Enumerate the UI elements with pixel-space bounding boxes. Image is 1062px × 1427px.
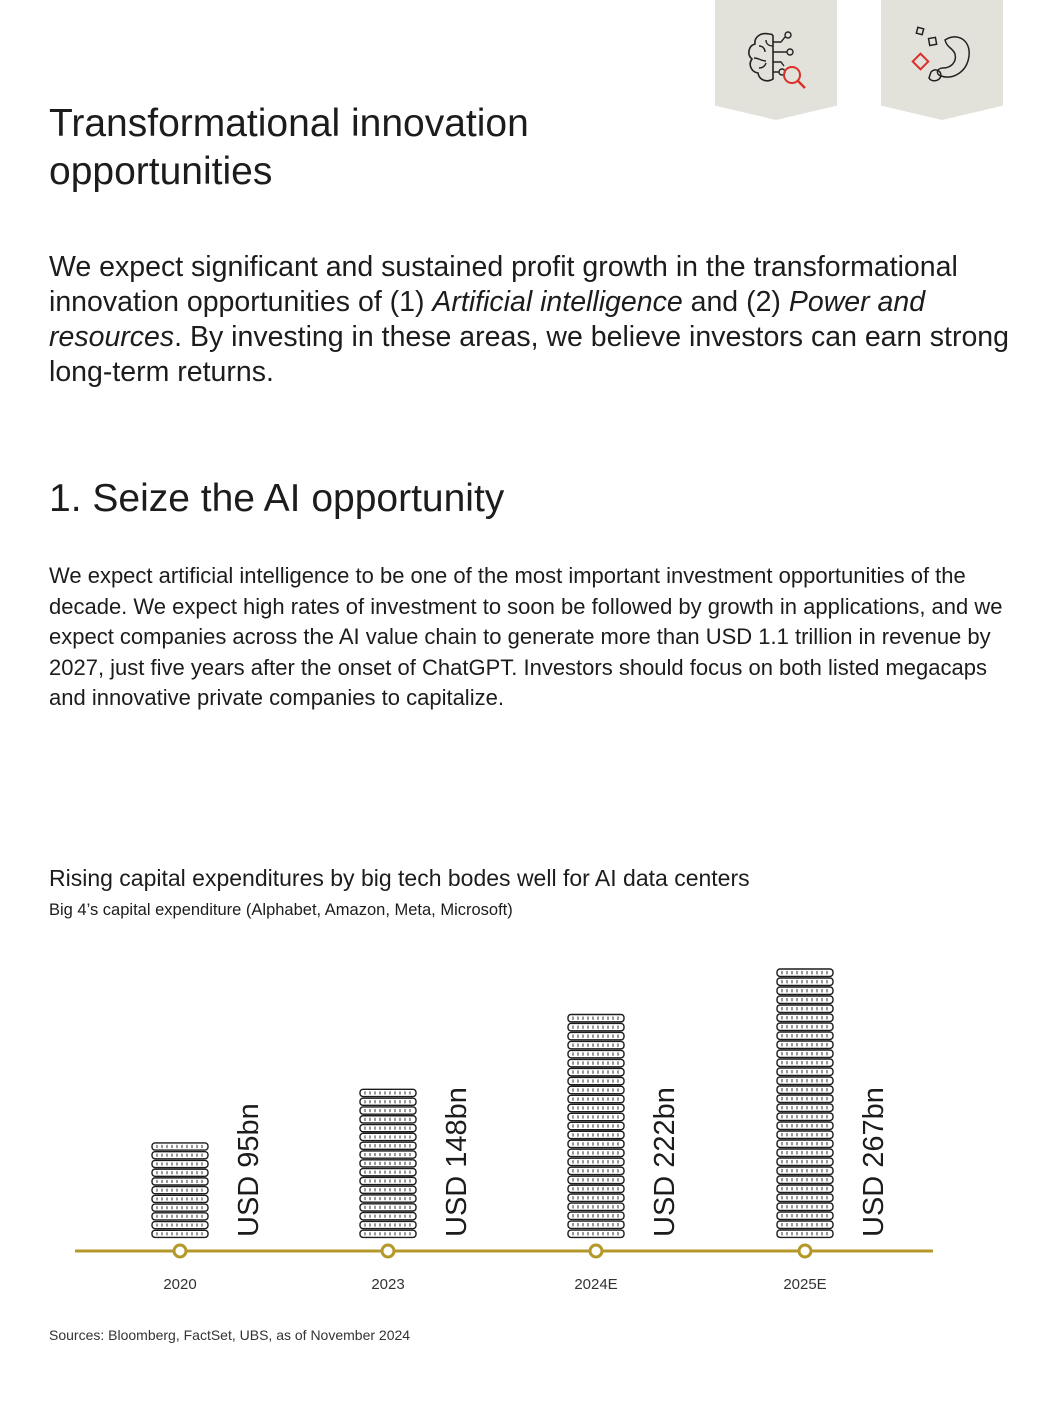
value-label: USD 222bn: [649, 1087, 681, 1237]
server-unit: [360, 1089, 416, 1096]
server-unit: [777, 1167, 833, 1174]
lead-paragraph: [49, 250, 1024, 390]
server-unit: [360, 1204, 416, 1211]
server-unit: [568, 1068, 624, 1075]
server-unit: [568, 1203, 624, 1210]
server-unit: [777, 1068, 833, 1075]
server-unit: [152, 1160, 208, 1167]
server-unit: [152, 1230, 208, 1237]
server-unit: [777, 1140, 833, 1147]
server-unit: [777, 1149, 833, 1156]
server-unit: [777, 1086, 833, 1093]
page-heading: Transformational innovation opportunities: [49, 102, 529, 193]
lead-text-2: and (2): [682, 286, 789, 318]
server-unit: [777, 987, 833, 994]
bar-2023: [360, 1089, 416, 1237]
server-unit: [152, 1204, 208, 1211]
server-unit: [568, 1167, 624, 1174]
server-unit: [568, 1050, 624, 1057]
server-unit: [360, 1177, 416, 1184]
server-unit: [360, 1142, 416, 1149]
server-unit: [568, 1212, 624, 1219]
lead-text-3: . By investing in these areas, we believe investors can earn strong long-term returns.: [49, 321, 1010, 388]
server-unit: [777, 1230, 833, 1237]
axis-marker: [382, 1245, 394, 1257]
lead-emphasis-ai: Artificial intelligence: [432, 286, 683, 318]
server-unit: [777, 1050, 833, 1057]
lead-text-1: We expect significant and sustained profit growth in the transformational innovation opportunities of (1): [49, 251, 958, 318]
server-unit: [568, 1086, 624, 1093]
bar-2025E: [777, 969, 833, 1237]
server-unit: [568, 1077, 624, 1084]
server-unit: [568, 1113, 624, 1120]
power-resources-icon: [905, 22, 979, 96]
value-label: USD 148bn: [441, 1087, 473, 1237]
server-unit: [568, 1023, 624, 1030]
server-unit: [568, 1221, 624, 1228]
bar-2024E: [568, 1015, 624, 1238]
server-unit: [777, 1077, 833, 1084]
server-unit: [152, 1178, 208, 1185]
server-unit: [777, 1041, 833, 1048]
power-resources-tab: [881, 0, 1003, 120]
server-unit: [152, 1187, 208, 1194]
server-unit: [360, 1213, 416, 1220]
server-unit: [360, 1151, 416, 1158]
x-tick-label: 2025E: [783, 1276, 827, 1293]
server-unit: [777, 1185, 833, 1192]
lead-emphasis-power: Power and resources: [49, 286, 926, 353]
server-unit: [777, 1221, 833, 1228]
server-unit: [568, 1059, 624, 1066]
server-unit: [568, 1095, 624, 1102]
server-unit: [777, 1005, 833, 1012]
server-unit: [777, 969, 833, 976]
server-unit: [360, 1125, 416, 1132]
server-unit: [568, 1032, 624, 1039]
server-unit: [568, 1140, 624, 1147]
server-unit: [777, 1032, 833, 1039]
server-unit: [152, 1143, 208, 1150]
section-body: We expect artificial intelligence to be one of the most important investment opportunities of the decade. We expect high rates of investment to soon be followed by growth in applications, and we expect companies across the AI value chain to generate more than USD 1.1 trillion in revenue by 2027, just five years after the onset of ChatGPT. Investors should focus on both listed megacaps and innovative private companies to capitalize.: [49, 563, 1003, 710]
server-unit: [568, 1149, 624, 1156]
server-unit: [568, 1230, 624, 1237]
server-unit: [568, 1041, 624, 1048]
server-unit: [568, 1158, 624, 1165]
x-tick-label: 2020: [163, 1276, 197, 1293]
server-unit: [568, 1131, 624, 1138]
server-unit: [777, 1113, 833, 1120]
server-unit: [777, 1194, 833, 1201]
server-unit: [777, 1014, 833, 1021]
server-unit: [777, 978, 833, 985]
server-unit: [568, 1015, 624, 1022]
axis-marker: [174, 1245, 186, 1257]
server-unit: [777, 996, 833, 1003]
ai-theme-tab: [715, 0, 837, 120]
server-unit: [777, 1131, 833, 1138]
axis-marker: [799, 1245, 811, 1257]
server-unit: [777, 1203, 833, 1210]
server-unit: [568, 1185, 624, 1192]
server-unit: [152, 1213, 208, 1220]
server-unit: [360, 1221, 416, 1228]
server-unit: [360, 1133, 416, 1140]
source-note: Sources: Bloomberg, FactSet, UBS, as of November 2024: [49, 1327, 411, 1343]
server-unit: [360, 1169, 416, 1176]
section-title: 1. Seize the AI opportunity: [49, 477, 505, 520]
server-unit: [777, 1059, 833, 1066]
server-unit: [360, 1230, 416, 1237]
server-unit: [152, 1195, 208, 1202]
ai-brain-icon: [739, 22, 813, 96]
bar-2020: [152, 1143, 208, 1237]
server-unit: [360, 1160, 416, 1167]
server-unit: [777, 1095, 833, 1102]
chart-title: Rising capital expenditures by big tech bodes well for AI data centers: [49, 865, 750, 891]
server-unit: [360, 1195, 416, 1202]
server-unit: [777, 1122, 833, 1129]
server-unit: [360, 1098, 416, 1105]
axis-marker: [590, 1245, 602, 1257]
value-label: USD 267bn: [858, 1087, 890, 1237]
server-unit: [568, 1104, 624, 1111]
server-unit: [360, 1186, 416, 1193]
server-unit: [777, 1104, 833, 1111]
server-unit: [777, 1176, 833, 1183]
server-unit: [777, 1158, 833, 1165]
server-unit: [568, 1194, 624, 1201]
chart-subtitle: Big 4’s capital expenditure (Alphabet, Amazon, Meta, Microsoft): [49, 901, 513, 919]
server-unit: [360, 1107, 416, 1114]
server-unit: [777, 1023, 833, 1030]
capex-chart: [0, 950, 1062, 1310]
server-unit: [360, 1116, 416, 1123]
x-tick-label: 2024E: [574, 1276, 618, 1293]
server-unit: [152, 1222, 208, 1229]
server-unit: [568, 1122, 624, 1129]
value-label: USD 95bn: [233, 1103, 265, 1237]
server-unit: [152, 1169, 208, 1176]
server-unit: [568, 1176, 624, 1183]
x-tick-label: 2023: [371, 1276, 405, 1293]
server-unit: [152, 1152, 208, 1159]
server-unit: [777, 1212, 833, 1219]
